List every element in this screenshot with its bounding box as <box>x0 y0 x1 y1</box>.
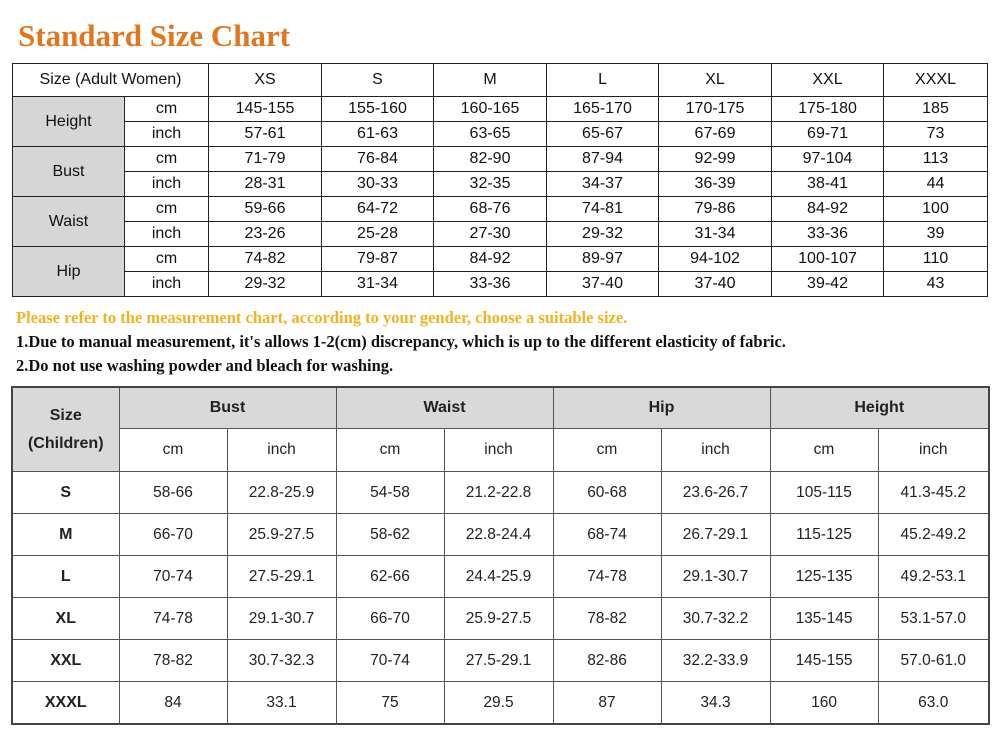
size-value-cell: 78-82 <box>119 640 227 682</box>
size-value-cell: 29-32 <box>547 222 659 247</box>
size-value-cell: 30.7-32.2 <box>661 598 770 640</box>
table-row <box>13 247 988 272</box>
size-value-cell: 145-155 <box>770 640 878 682</box>
size-value-cell: 38-41 <box>772 172 884 197</box>
size-value-cell: 97-104 <box>772 147 884 172</box>
size-value-cell: 65-67 <box>547 122 659 147</box>
unit-label: inch <box>125 222 209 247</box>
size-value-cell: 84-92 <box>434 247 547 272</box>
size-value-cell: 87-94 <box>547 147 659 172</box>
table-row <box>13 122 988 147</box>
size-value-cell: 89-97 <box>547 247 659 272</box>
size-value-cell: 185 <box>884 97 988 122</box>
size-value-cell: 28-31 <box>209 172 322 197</box>
unit-cm: cm <box>336 429 444 472</box>
unit-label: inch <box>125 172 209 197</box>
size-value-cell: 71-79 <box>209 147 322 172</box>
adult-header-row <box>13 64 988 97</box>
size-value-cell: 25.9-27.5 <box>444 598 553 640</box>
size-value-cell: 70-74 <box>119 556 227 598</box>
child-size-label: S <box>12 472 119 514</box>
size-value-cell: 54-58 <box>336 472 444 514</box>
size-value-cell: 27.5-29.1 <box>227 556 336 598</box>
table-row <box>13 272 988 297</box>
size-value-cell: 135-145 <box>770 598 878 640</box>
table-row <box>13 147 988 172</box>
children-group-height: Height <box>770 387 989 429</box>
child-size-label: XXXL <box>12 682 119 725</box>
page-title: Standard Size Chart <box>18 18 291 53</box>
size-value-cell: 49.2-53.1 <box>878 556 989 598</box>
children-group-row <box>12 387 989 429</box>
unit-label: inch <box>125 122 209 147</box>
size-value-cell: 34-37 <box>547 172 659 197</box>
unit-cm: cm <box>119 429 227 472</box>
size-value-cell: 87 <box>553 682 661 725</box>
size-value-cell: 113 <box>884 147 988 172</box>
size-value-cell: 100-107 <box>772 247 884 272</box>
table-row <box>12 514 989 556</box>
size-value-cell: 29.1-30.7 <box>661 556 770 598</box>
size-value-cell: 36-39 <box>659 172 772 197</box>
size-value-cell: 84-92 <box>772 197 884 222</box>
size-value-cell: 45.2-49.2 <box>878 514 989 556</box>
size-value-cell: 58-62 <box>336 514 444 556</box>
table-row <box>13 222 988 247</box>
size-value-cell: 57.0-61.0 <box>878 640 989 682</box>
unit-cm: cm <box>770 429 878 472</box>
size-value-cell: 61-63 <box>322 122 434 147</box>
children-corner-line1: Size <box>49 406 82 424</box>
table-row <box>12 682 989 725</box>
size-value-cell: 32-35 <box>434 172 547 197</box>
size-value-cell: 160-165 <box>434 97 547 122</box>
measure-label: Waist <box>13 197 125 247</box>
size-value-cell: 66-70 <box>336 598 444 640</box>
child-size-label: M <box>12 514 119 556</box>
size-value-cell: 66-70 <box>119 514 227 556</box>
adult-size-header: L <box>547 64 659 97</box>
size-value-cell: 69-71 <box>772 122 884 147</box>
size-value-cell: 74-82 <box>209 247 322 272</box>
size-value-cell: 64-72 <box>322 197 434 222</box>
size-value-cell: 57-61 <box>209 122 322 147</box>
size-value-cell: 33-36 <box>772 222 884 247</box>
children-unit-row <box>12 429 989 472</box>
unit-label: cm <box>125 197 209 222</box>
size-value-cell: 73 <box>884 122 988 147</box>
size-value-cell: 22.8-24.4 <box>444 514 553 556</box>
children-corner-label <box>12 387 119 472</box>
size-value-cell: 27-30 <box>434 222 547 247</box>
adult-size-header: M <box>434 64 547 97</box>
child-size-label: XL <box>12 598 119 640</box>
child-size-label: XXL <box>12 640 119 682</box>
size-value-cell: 58-66 <box>119 472 227 514</box>
size-value-cell: 32.2-33.9 <box>661 640 770 682</box>
size-value-cell: 76-84 <box>322 147 434 172</box>
size-value-cell: 94-102 <box>659 247 772 272</box>
size-value-cell: 39-42 <box>772 272 884 297</box>
size-value-cell: 53.1-57.0 <box>878 598 989 640</box>
unit-label: cm <box>125 247 209 272</box>
size-value-cell: 105-115 <box>770 472 878 514</box>
size-value-cell: 31-34 <box>659 222 772 247</box>
adult-size-header: XL <box>659 64 772 97</box>
size-value-cell: 67-69 <box>659 122 772 147</box>
size-value-cell: 60-68 <box>553 472 661 514</box>
adult-corner-label: Size (Adult Women) <box>13 64 209 97</box>
size-value-cell: 22.8-25.9 <box>227 472 336 514</box>
size-value-cell: 59-66 <box>209 197 322 222</box>
note-measurement: 1.Due to manual measurement, it's allows 1-2(cm) discrepancy, which is up to the different elasticity of fabric. <box>16 332 786 351</box>
size-value-cell: 70-74 <box>336 640 444 682</box>
measure-label: Hip <box>13 247 125 297</box>
size-value-cell: 33.1 <box>227 682 336 725</box>
size-value-cell: 110 <box>884 247 988 272</box>
children-group-bust: Bust <box>119 387 336 429</box>
measure-label: Bust <box>13 147 125 197</box>
child-size-label: L <box>12 556 119 598</box>
table-row <box>12 598 989 640</box>
adult-size-header: XXL <box>772 64 884 97</box>
size-value-cell: 165-170 <box>547 97 659 122</box>
size-value-cell: 29.5 <box>444 682 553 725</box>
size-value-cell: 24.4-25.9 <box>444 556 553 598</box>
table-row <box>13 172 988 197</box>
size-value-cell: 34.3 <box>661 682 770 725</box>
unit-inch: inch <box>878 429 989 472</box>
unit-inch: inch <box>444 429 553 472</box>
size-value-cell: 78-82 <box>553 598 661 640</box>
size-value-cell: 63-65 <box>434 122 547 147</box>
adult-size-table <box>12 63 988 297</box>
table-row <box>13 97 988 122</box>
size-value-cell: 27.5-29.1 <box>444 640 553 682</box>
adult-size-header: S <box>322 64 434 97</box>
size-value-cell: 79-87 <box>322 247 434 272</box>
size-value-cell: 115-125 <box>770 514 878 556</box>
size-value-cell: 30-33 <box>322 172 434 197</box>
adult-table-body <box>13 97 988 297</box>
size-value-cell: 170-175 <box>659 97 772 122</box>
size-value-cell: 23-26 <box>209 222 322 247</box>
size-value-cell: 82-90 <box>434 147 547 172</box>
size-value-cell: 68-74 <box>553 514 661 556</box>
size-value-cell: 62-66 <box>336 556 444 598</box>
table-row <box>12 556 989 598</box>
size-value-cell: 43 <box>884 272 988 297</box>
size-value-cell: 84 <box>119 682 227 725</box>
children-corner-line2: (Children) <box>27 434 104 452</box>
size-value-cell: 30.7-32.3 <box>227 640 336 682</box>
table-row <box>12 640 989 682</box>
size-value-cell: 160 <box>770 682 878 725</box>
size-value-cell: 23.6-26.7 <box>661 472 770 514</box>
size-value-cell: 68-76 <box>434 197 547 222</box>
size-value-cell: 26.7-29.1 <box>661 514 770 556</box>
children-size-table <box>11 386 990 725</box>
size-value-cell: 74-81 <box>547 197 659 222</box>
size-value-cell: 74-78 <box>553 556 661 598</box>
unit-label: inch <box>125 272 209 297</box>
unit-label: cm <box>125 147 209 172</box>
size-value-cell: 175-180 <box>772 97 884 122</box>
size-value-cell: 37-40 <box>659 272 772 297</box>
size-value-cell: 25-28 <box>322 222 434 247</box>
adult-size-header: XS <box>209 64 322 97</box>
size-value-cell: 82-86 <box>553 640 661 682</box>
table-row <box>13 197 988 222</box>
unit-inch: inch <box>661 429 770 472</box>
size-value-cell: 37-40 <box>547 272 659 297</box>
size-value-cell: 74-78 <box>119 598 227 640</box>
size-value-cell: 125-135 <box>770 556 878 598</box>
children-table-body <box>12 472 989 725</box>
note-washing: 2.Do not use washing powder and bleach for washing. <box>16 356 394 375</box>
adult-size-header: XXXL <box>884 64 988 97</box>
size-value-cell: 39 <box>884 222 988 247</box>
table-row <box>12 472 989 514</box>
size-value-cell: 21.2-22.8 <box>444 472 553 514</box>
size-value-cell: 63.0 <box>878 682 989 725</box>
unit-inch: inch <box>227 429 336 472</box>
unit-cm: cm <box>553 429 661 472</box>
measure-label: Height <box>13 97 125 147</box>
size-value-cell: 31-34 <box>322 272 434 297</box>
size-value-cell: 92-99 <box>659 147 772 172</box>
size-value-cell: 41.3-45.2 <box>878 472 989 514</box>
size-value-cell: 33-36 <box>434 272 547 297</box>
unit-label: cm <box>125 97 209 122</box>
size-value-cell: 29-32 <box>209 272 322 297</box>
size-value-cell: 29.1-30.7 <box>227 598 336 640</box>
size-value-cell: 100 <box>884 197 988 222</box>
size-value-cell: 79-86 <box>659 197 772 222</box>
refer-note: Please refer to the measurement chart, according to your gender, choose a suitable size. <box>16 308 628 327</box>
size-value-cell: 145-155 <box>209 97 322 122</box>
children-group-hip: Hip <box>553 387 770 429</box>
size-value-cell: 25.9-27.5 <box>227 514 336 556</box>
size-value-cell: 155-160 <box>322 97 434 122</box>
size-value-cell: 75 <box>336 682 444 725</box>
children-group-waist: Waist <box>336 387 553 429</box>
size-value-cell: 44 <box>884 172 988 197</box>
